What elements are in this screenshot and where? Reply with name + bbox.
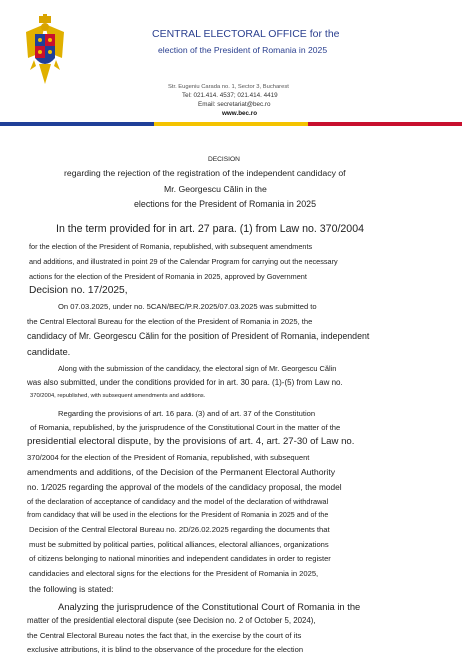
paragraph-line: the following is stated: <box>29 584 114 594</box>
office-title-line2: election of the President of Romania in 2025 <box>158 45 328 55</box>
paragraph-line: of Romania, republished, by the jurisprudence of the Constitutional Court in the matter of the <box>30 423 341 432</box>
paragraph-line: On 07.03.2025, under no. 5CAN/BEC/P.R.2025/07.03.2025 was submitted to <box>58 302 317 311</box>
tricolor-divider <box>0 122 462 126</box>
decision-subject-line: elections for the President of Romania in 2025 <box>134 199 317 209</box>
paragraph-line: Regarding the provisions of art. 16 para. (3) and of art. 37 of the Constitution <box>58 409 316 418</box>
decision-heading: DECISION <box>208 156 240 163</box>
paragraph-line: no. 1/2025 regarding the approval of the models of the candidacy proposal, the model <box>27 482 342 492</box>
paragraph-line: actions for the election of the President of Romania in 2025, approved by Government <box>29 272 307 281</box>
paragraph-line: and additions, and illustrated in point 29 of the Calendar Program for carrying out the necessary <box>29 257 338 266</box>
decision-subject-line: Mr. Georgescu Călin in the <box>164 184 267 194</box>
paragraph-line: amendments and additions, of the Decision of the Permanent Electoral Authority <box>27 467 336 477</box>
paragraph-line: was also submitted, under the conditions provided for in art. 30 para. (1)-(5) from Law no. <box>27 378 343 387</box>
paragraph-line: of citizens belonging to national minorities and independent candidates in order to register <box>29 554 331 563</box>
paragraph-line: In the term provided for in art. 27 para. (1) from Law no. 370/2004 <box>56 223 364 235</box>
paragraph-line: must be submitted by political parties, political alliances, electoral alliances, organizations <box>29 540 329 549</box>
decision-subject-line: regarding the rejection of the registration of the independent candidacy of <box>64 168 346 178</box>
office-address: Str. Eugeniu Carada no. 1, Sector 3, Bucharest <box>168 84 289 90</box>
paragraph-line: 370/2004, republished, with subsequent amendments and additions. <box>30 393 206 399</box>
paragraph-line: the Central Electoral Bureau notes the fact that, in the exercise by the court of its <box>27 631 302 640</box>
paragraph-line: Decision of the Central Electoral Bureau no. 2D/26.02.2025 regarding the documents that <box>29 525 330 534</box>
paragraph-line: of the declaration of acceptance of candidacy and the model of the declaration of withdrawal <box>27 497 329 506</box>
paragraph-line: Decision no. 17/2025, <box>29 285 128 296</box>
paragraph-line: 370/2004 for the election of the President of Romania, republished, with subsequent <box>27 453 310 462</box>
paragraph-line: Analyzing the jurisprudence of the Constitutional Court of Romania in the <box>58 601 361 612</box>
paragraph-line: candidacy of Mr. Georgescu Călin for the position of President of Romania, independent <box>27 331 370 341</box>
paragraph-line: Along with the submission of the candidacy, the electoral sign of Mr. Georgescu Călin <box>58 364 337 373</box>
romanian-coat-of-arms-icon <box>24 14 66 92</box>
paragraph-line: for the election of the President of Romania, republished, with subsequent amendments <box>29 242 313 251</box>
office-telephone: Tel: 021.414. 4537; 021.414. 4419 <box>182 92 278 99</box>
office-email: Email: secretariat@bec.ro <box>198 101 271 108</box>
paragraph-line: presidential electoral dispute, by the provisions of art. 4, art. 27-30 of Law no. <box>27 436 355 447</box>
office-title-line1: CENTRAL ELECTORAL OFFICE for the <box>152 28 340 40</box>
paragraph-line: candidacies and electoral signs for the elections for the President of Romania in 2025, <box>29 569 319 578</box>
paragraph-line: candidate. <box>27 346 71 357</box>
paragraph-line: from candidacy that will be used in the elections for the President of Romania in 2025 and of the <box>27 511 329 519</box>
paragraph-line: matter of the presidential electoral dispute (see Decision no. 2 of October 5, 2024), <box>27 616 316 625</box>
paragraph-line: the Central Electoral Bureau for the election of the President of Romania in 2025, the <box>27 317 313 326</box>
paragraph-line: exclusive attributions, it is blind to the observance of the procedure for the election <box>27 645 304 654</box>
office-website: www.bec.ro <box>222 110 258 117</box>
